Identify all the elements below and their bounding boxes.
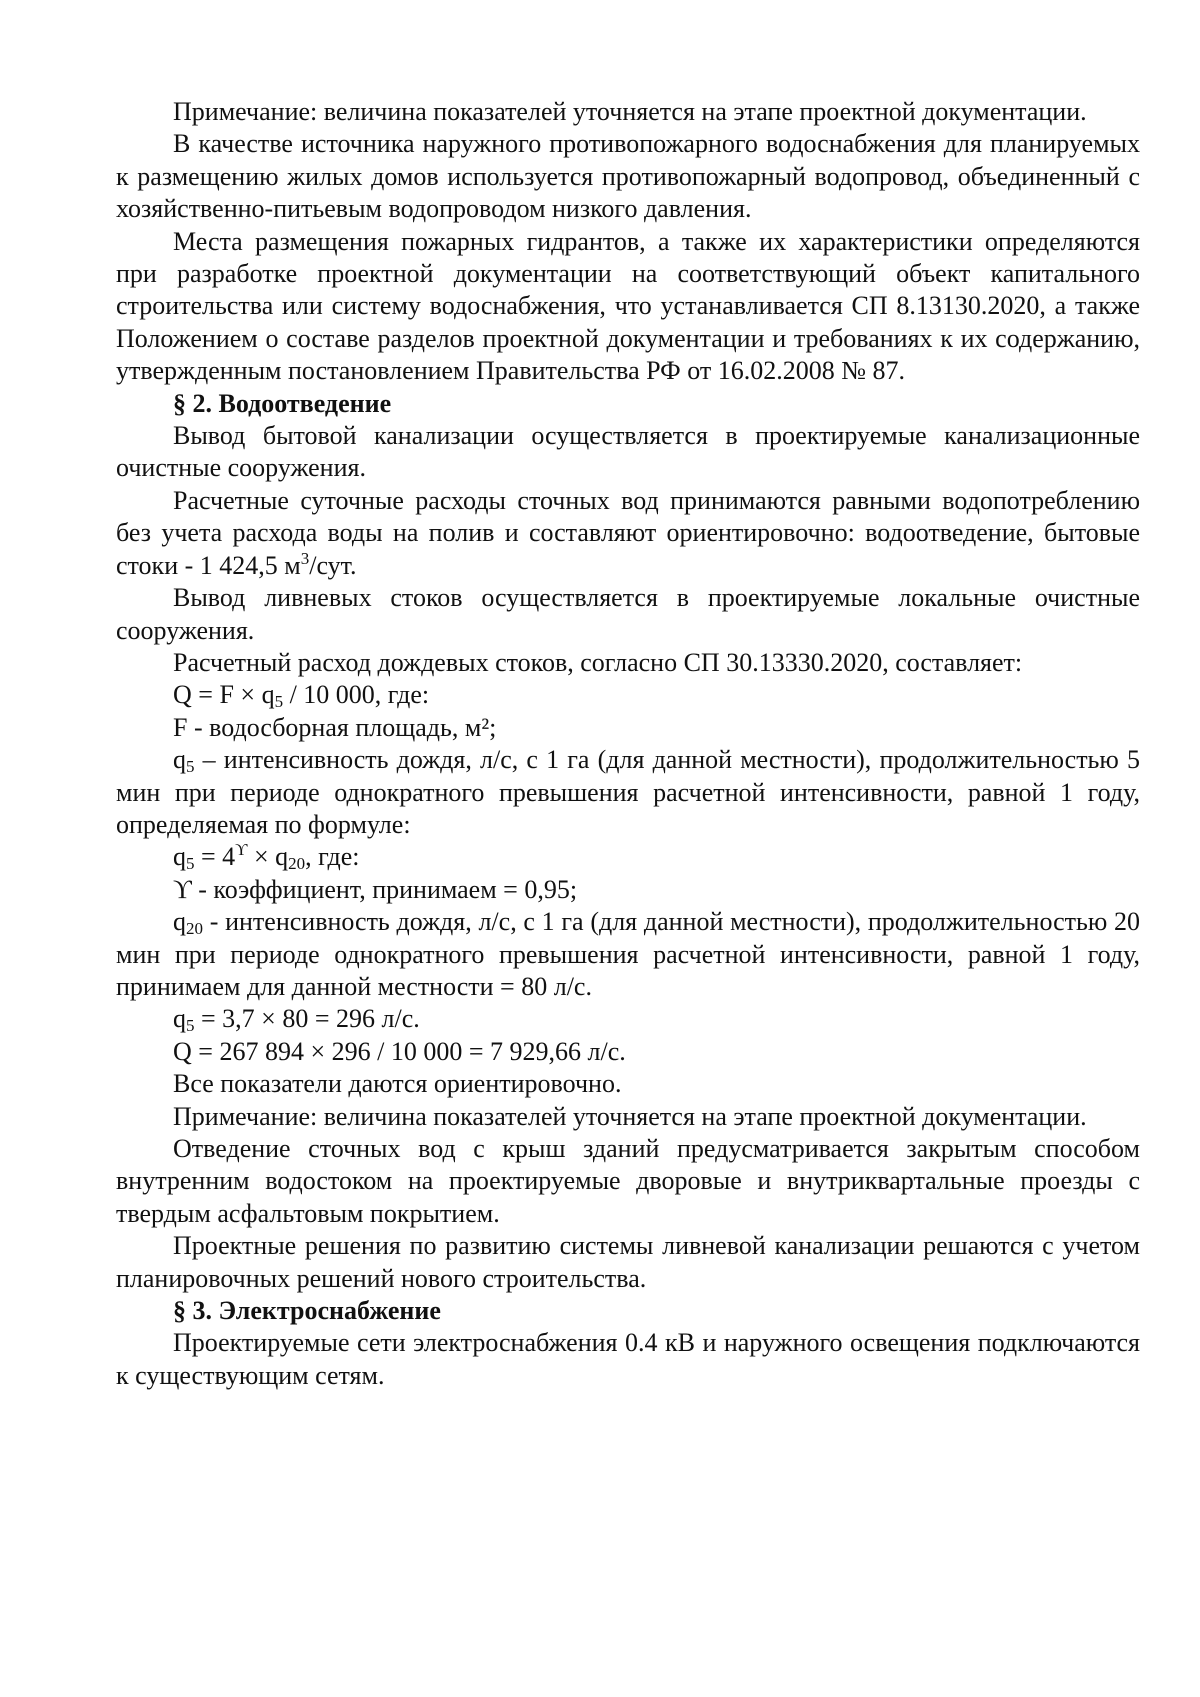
definition-q5-symbol: q xyxy=(173,745,186,775)
formula-q5-part-b: = 4 xyxy=(194,842,236,872)
formula-q xyxy=(116,679,1140,711)
formula-q5-part-d: , где: xyxy=(305,842,360,872)
section-heading-drainage: § 2. Водоотведение xyxy=(173,388,392,418)
formula-q5-part-c: × q xyxy=(247,842,289,872)
definition-q5-sub: 5 xyxy=(186,757,195,777)
formula-q5-value xyxy=(116,1003,1140,1035)
definition-q20-symbol: q xyxy=(173,907,186,937)
document-page xyxy=(116,96,1140,1392)
formula-q-part-a: Q = F × q xyxy=(173,680,275,710)
storm-output-paragraph: Вывод ливневых стоков осуществляется в проектируемые локальные очистные сооружения. xyxy=(116,583,1140,645)
roof-drainage-paragraph: Отведение сточных вод с крыш зданий предусматривается закрытым способом внутренним водостоком на проектируемые дворовые и внутриквартальные проезды с твердым асфальтовым покрытием. xyxy=(116,1134,1140,1228)
definition-gamma: ϒ - коэффициент, принимаем = 0,95; xyxy=(173,874,578,904)
formula-q5 xyxy=(116,841,1140,873)
note-paragraph-1: Примечание: величина показателей уточняется на этапе проектной документации. xyxy=(173,97,1087,126)
power-networks-paragraph: Проектируемые сети электроснабжения 0.4 кВ и наружного освещения подключаются к существующим сетям. xyxy=(116,1328,1140,1390)
section-heading-power: § 3. Электроснабжение xyxy=(173,1296,441,1326)
daily-flow-text: Расчетные суточные расходы сточных вод принимаются равными водопотреблению без учета расхода воды на полив и составляют ориентировочно: водоотведение, бытовые стоки - 1 424,5 м xyxy=(116,485,1140,580)
definition-q5 xyxy=(116,744,1140,841)
formula-q5-superscript: ϒ xyxy=(235,840,248,860)
fire-water-source-paragraph: В качестве источника наружного противопожарного водоснабжения для планируемых к размещению жилых домов используется противопожарный водопровод, объединенный с хозяйственно-питьевым водопроводом низкого давления. xyxy=(116,129,1140,224)
daily-flow-unit-tail: /сут. xyxy=(309,550,357,580)
definition-f: F - водосборная площадь, м²; xyxy=(173,712,497,742)
definition-q20-text: - интенсивность дождя, л/с, с 1 га (для данной местности), продолжительностью 20 мин при периоде однократного превышения расчетной интенсивности, равной 1 году, принимаем для данной местности = 80 л/с. xyxy=(116,907,1140,1001)
formula-q-sub: 5 xyxy=(274,692,284,712)
formula-q5-value-symbol: q xyxy=(173,1004,186,1034)
approximate-note: Все показатели даются ориентировочно. xyxy=(173,1069,622,1099)
sewage-output-paragraph: Вывод бытовой канализации осуществляется в проектируемые канализационные очистные сооружения. xyxy=(116,421,1140,483)
definition-q5-text: – интенсивность дождя, л/с, с 1 га (для данной местности), продолжительностью 5 мин при периоде однократного превышения расчетной интенсивности, равной 1 году, определяемая по формуле: xyxy=(116,745,1140,839)
daily-flow-superscript: 3 xyxy=(300,548,310,568)
formula-q-value: Q = 267 894 × 296 / 10 000 = 7 929,66 л/с. xyxy=(173,1036,626,1066)
definition-q20 xyxy=(116,906,1140,1003)
rain-flow-intro: Расчетный расход дождевых стоков, согласно СП 30.13330.2020, составляет: xyxy=(173,647,1023,677)
note-paragraph-2: Примечание: величина показателей уточняется на этапе проектной документации. xyxy=(173,1101,1087,1131)
formula-q-part-b: / 10 000, где: xyxy=(283,680,430,710)
definition-q20-sub: 20 xyxy=(186,919,203,939)
daily-flow-paragraph xyxy=(116,485,1140,582)
storm-system-paragraph: Проектные решения по развитию системы ливневой канализации решаются с учетом планировочных решений нового строительства. xyxy=(116,1231,1140,1293)
formula-q5-sub-2: 20 xyxy=(288,854,306,874)
formula-q5-sub-1: 5 xyxy=(186,854,195,874)
formula-q5-value-text: = 3,7 × 80 = 296 л/с. xyxy=(194,1004,420,1034)
hydrants-paragraph: Места размещения пожарных гидрантов, а также их характеристики определяются при разработке проектной документации на соответствующий объект капитального строительства или систему водоснабжения, что устанавливается СП 8.13130.2020, а также Положением о составе разделов проектной документации и требованиях к их содержанию, утвержденным постановлением Правительства РФ от 16.02.2008 № 87. xyxy=(116,226,1140,386)
formula-q5-part-a: q xyxy=(173,842,186,872)
formula-q5-value-sub: 5 xyxy=(186,1016,195,1036)
